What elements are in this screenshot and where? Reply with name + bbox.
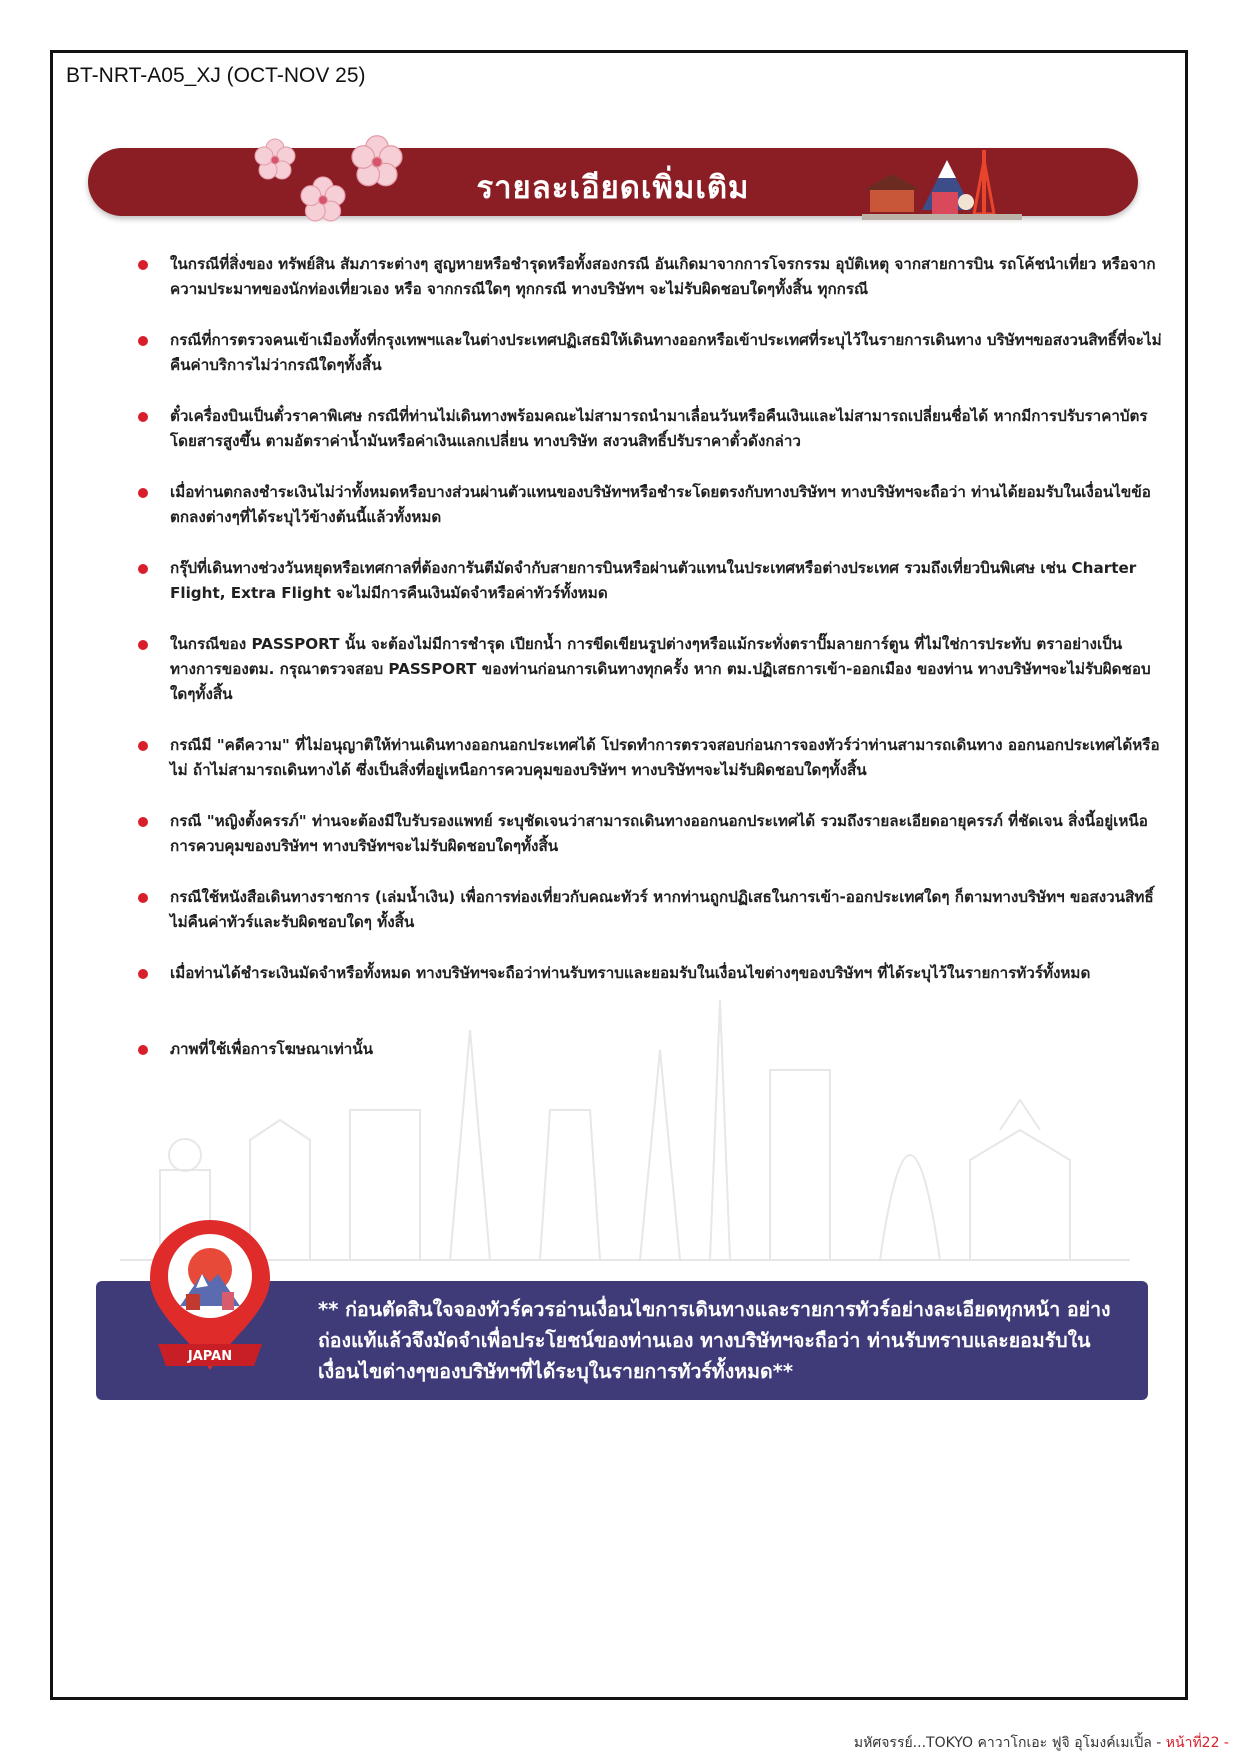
list-item-text: กรณีใช้หนังสือเดินทางราชการ (เล่มน้ำเงิน) เพื่อการท่องเที่ยวกับคณะทัวร์ หากท่านถูกปฏิเสธในการเข้า-ออกประเทศใดๆ ก็ตามทางบริษัทฯ ขอสงวนสิทธิ์ไม่คืนค่าทัวร์และรับผิดชอบใดๆ ทั้งสิ้น bbox=[170, 888, 1154, 931]
japan-landmarks-icon bbox=[862, 130, 1022, 225]
bullet-dot bbox=[138, 1045, 148, 1055]
list-item bbox=[130, 1037, 1170, 1067]
list-item bbox=[130, 480, 1170, 556]
banner-title: รายละเอียดเพิ่มเติม bbox=[476, 170, 750, 206]
booking-notice-text: ** ก่อนตัดสินใจจองทัวร์ควรอ่านเงื่อนไขการเดินทางและรายการทัวร์อย่างละเอียดทุกหน้า อย่างถ่องแท้แล้วจึงมัดจำเพื่อประโยชน์ของท่านเอง ทางบริษัทฯจะถือว่า ท่านรับทราบและยอมรับในเงื่อนไขต่างๆของบริษัทฯที่ได้ระบุในรายการทัวร์ทั้งหมด** bbox=[318, 1298, 1111, 1383]
list-item-text: ในกรณีของ PASSPORT นั้น จะต้องไม่มีการชำรุด เปียกน้ำ การขีดเขียนรูปต่างๆหรือแม้กระทั่งตราปั๊มลายการ์ตูน ที่ไม่ใช่การประทับ ตราอย่างเป็นทางการของตม. กรุณาตรวจสอบ PASSPORT ของท่านก่อนการเดินทางทุกครั้ง หาก ตม.ปฏิเสธการเข้า-ออกเมือง ของท่าน ทางบริษัทฯจะไม่รับผิดชอบใดๆทั้งสิ้น bbox=[170, 635, 1151, 703]
bullet-dot bbox=[138, 640, 148, 650]
cherry-blossom-icon bbox=[245, 130, 415, 230]
list-item bbox=[130, 809, 1170, 885]
bullet-dot bbox=[138, 893, 148, 903]
bullet-dot bbox=[138, 564, 148, 574]
list-item bbox=[130, 252, 1170, 328]
list-item-text: เมื่อท่านได้ชำระเงินมัดจำหรือทั้งหมด ทางบริษัทฯจะถือว่าท่านรับทราบและยอมรับในเงื่อนไขต่างๆของบริษัทฯ ที่ได้ระบุไว้ในรายการทัวร์ทั้งหมด bbox=[170, 964, 1091, 982]
list-item-text: กรณี "หญิงตั้งครรภ์" ท่านจะต้องมีใบรับรองแพทย์ ระบุชัดเจนว่าสามารถเดินทางออกนอกประเทศได้ รวมถึงรายละเอียดอายุครรภ์ ที่ชัดเจน สิ่งนี้อยู่เหนือการควบคุมของบริษัทฯ ทางบริษัทฯจะไม่รับผิดชอบใดๆทั้งสิ้น bbox=[170, 812, 1148, 855]
list-item bbox=[130, 961, 1170, 1037]
page-footer bbox=[854, 1732, 1229, 1754]
list-item bbox=[130, 885, 1170, 961]
bullet-dot bbox=[138, 336, 148, 346]
bullet-dot bbox=[138, 969, 148, 979]
list-item bbox=[130, 556, 1170, 632]
badge-label: JAPAN bbox=[187, 1349, 233, 1364]
bullet-dot bbox=[138, 741, 148, 751]
bullet-dot bbox=[138, 488, 148, 498]
list-item-text: กรณีมี "คดีความ" ที่ไม่อนุญาติให้ท่านเดินทางออกนอกประเทศได้ โปรดทำการตรวจสอบก่อนการจองทัวร์ว่าท่านสามารถเดินทาง ออกนอกประเทศได้หรือไม่ ถ้าไม่สามารถเดินทางได้ ซึ่งเป็นสิ่งที่อยู่เหนือการควบคุมของบริษัทฯ ทางบริษัทฯจะไม่รับผิดชอบใดๆทั้งสิ้น bbox=[170, 736, 1160, 779]
list-item bbox=[130, 733, 1170, 809]
list-item bbox=[130, 404, 1170, 480]
list-item-text: กรุ๊ปที่เดินทางช่วงวันหยุดหรือเทศกาลที่ต้องการันตีมัดจำกับสายการบินหรือผ่านตัวแทนในประเทศหรือต่างประเทศ รวมถึงเที่ยวบินพิเศษ เช่น Charter Flight, Extra Flight จะไม่มีการคืนเงินมัดจำหรือค่าทัวร์ทั้งหมด bbox=[170, 559, 1137, 602]
page-number: หน้าที่22 - bbox=[1165, 1735, 1229, 1751]
document-code: BT-NRT-A05_XJ (OCT-NOV 25) bbox=[66, 64, 366, 87]
list-item-text: ตั๋วเครื่องบินเป็นตั๋วราคาพิเศษ กรณีที่ท่านไม่เดินทางพร้อมคณะไม่สามารถนำมาเลื่อนวันหรือคืนเงินและไม่สามารถเปลี่ยนชื่อได้ หากมีการปรับราคาบัตรโดยสารสูงขึ้น ตามอัตราค่าน้ำมันหรือค่าเงินแลกเปลี่ยน ทางบริษัท สงวนสิทธิ์ปรับราคาตั๋วดังกล่าว bbox=[170, 407, 1148, 450]
bullet-dot bbox=[138, 412, 148, 422]
list-item bbox=[130, 632, 1170, 733]
list-item-text: เมื่อท่านตกลงชำระเงินไม่ว่าทั้งหมดหรือบางส่วนผ่านตัวแทนของบริษัทฯหรือชำระโดยตรงกับทางบริษัทฯ ทางบริษัทฯจะถือว่า ท่านได้ยอมรับในเงื่อนไขข้อตกลงต่างๆที่ได้ระบุไว้ข้างต้นนี้แล้วทั้งหมด bbox=[170, 483, 1151, 526]
bullet-dot bbox=[138, 817, 148, 827]
terms-list bbox=[130, 252, 1170, 1067]
footer-title: มหัศจรรย์...TOKYO คาวาโกเอะ ฟูจิ อุโมงค์เมเปิ้ล - bbox=[853, 1735, 1162, 1751]
list-item-text: กรณีที่การตรวจคนเข้าเมืองทั้งที่กรุงเทพฯและในต่างประเทศปฏิเสธมิให้เดินทางออกหรือเข้าประเทศที่ระบุไว้ในรายการเดินทาง บริษัทฯขอสงวนสิทธิ์ที่จะไม่คืนค่าบริการไม่ว่ากรณีใดๆทั้งสิ้น bbox=[170, 331, 1162, 374]
bullet-dot bbox=[138, 260, 148, 270]
japan-pin-badge-icon bbox=[150, 1220, 270, 1390]
list-item-text: ในกรณีที่สิ่งของ ทรัพย์สิน สัมภาระต่างๆ สูญหายหรือชำรุดหรือทั้งสองกรณี อันเกิดมาจากการโจรกรรม อุบัติเหตุ จากสายการบิน รถโค้ชนำเที่ยว หรือจากความประมาทของนักท่องเที่ยวเอง หรือ จากกรณีใดๆ ทุกกรณี ทางบริษัทฯ จะไม่รับผิดชอบใดๆทั้งสิ้น ทุกกรณี bbox=[170, 255, 1156, 298]
list-item-text: ภาพที่ใช้เพื่อการโฆษณาเท่านั้น bbox=[170, 1040, 374, 1058]
list-item bbox=[130, 328, 1170, 404]
